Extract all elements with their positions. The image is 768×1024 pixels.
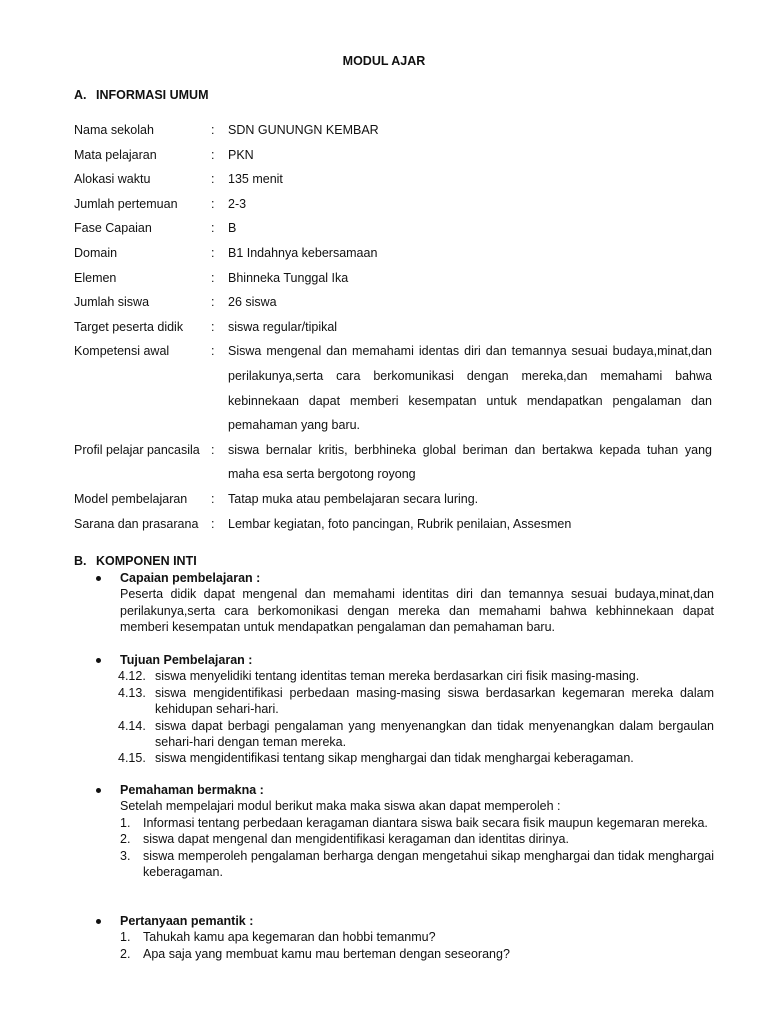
tujuan-block — [74, 652, 714, 767]
info-label: Alokasi waktu — [74, 172, 151, 187]
bullet-icon — [96, 919, 101, 924]
info-value: PKN — [228, 147, 254, 162]
list-text: siswa memperoleh pengalaman berharga dengan mengetahui sikap menghargai dan tidak menghargai keberagaman. — [143, 848, 714, 880]
info-colon: : — [211, 319, 215, 334]
section-b-letter: B. — [74, 554, 87, 568]
info-row — [74, 143, 714, 168]
info-value: 135 menit — [228, 172, 283, 187]
capaian-text: Peserta didik dapat mengenal dan memahami identitas diri dan temannya sesuai budaya,minat,dan perilakunya,serta cara berkomonikasi dengan mereka dan memahami bahwa kebhinnekaan dapat memberi kesempatan untuk mendapatkan pengalaman dan pemahaman baru. — [120, 587, 714, 635]
list-number: 1. — [120, 930, 131, 945]
bullet-icon — [96, 576, 101, 581]
info-label: Model pembelajaran — [74, 491, 188, 506]
info-label: Jumlah pertemuan — [74, 196, 178, 211]
info-colon: : — [211, 344, 215, 359]
list-number: 4.13. — [118, 685, 146, 700]
list-item — [74, 718, 714, 751]
pemahaman-title: Pemahaman bermakna : — [120, 783, 264, 797]
info-value: 26 siswa — [228, 295, 277, 310]
info-row — [74, 118, 714, 143]
list-text: Tahukah kamu apa kegemaran dan hobbi temanmu? — [143, 930, 436, 945]
info-value: 2-3 — [228, 196, 247, 211]
info-row — [74, 512, 714, 537]
info-value: B — [228, 221, 237, 236]
list-item — [74, 750, 714, 766]
info-value: Lembar kegiatan, foto pancingan, Rubrik penilaian, Assesmen — [228, 516, 572, 531]
info-label: Fase Capaian — [74, 221, 152, 236]
list-text: siswa dapat mengenal dan mengidentifikasi keragaman dan identitas dirinya. — [143, 832, 569, 847]
list-item — [74, 929, 714, 945]
info-colon: : — [211, 295, 215, 310]
tujuan-list — [74, 668, 714, 766]
info-label: Elemen — [74, 270, 117, 285]
section-a-heading — [74, 88, 209, 102]
list-number: 4.12. — [118, 669, 146, 684]
info-colon: : — [211, 221, 215, 236]
list-text: Apa saja yang membuat kamu mau berteman dengan seseorang? — [143, 946, 510, 961]
section-b-title: KOMPONEN INTI — [96, 554, 197, 568]
info-row — [74, 487, 714, 512]
info-label: Sarana dan prasarana — [74, 516, 199, 531]
info-row — [74, 192, 714, 217]
info-colon: : — [211, 270, 215, 285]
info-row — [74, 339, 714, 437]
info-colon: : — [211, 172, 215, 187]
list-item — [74, 685, 714, 718]
pertanyaan-title: Pertanyaan pemantik : — [120, 914, 254, 928]
list-text: siswa mengidentifikasi perbedaan masing-masing siswa berdasarkan kegemaran mereka dalam kehidupan sehari-hari. — [155, 685, 714, 717]
info-row — [74, 241, 714, 266]
info-label: Kompetensi awal — [74, 344, 170, 359]
list-item — [74, 668, 714, 684]
capaian-title: Capaian pembelajaran : — [120, 571, 261, 585]
info-colon: : — [211, 147, 215, 162]
section-a-title: INFORMASI UMUM — [96, 88, 209, 102]
info-value: siswa bernalar kritis, berbhineka global beriman dan bertakwa kepada tuhan yang maha esa serta bergotong royong — [228, 442, 712, 482]
section-b-heading — [74, 554, 197, 568]
info-colon: : — [211, 196, 215, 211]
list-text: siswa menyelidiki tentang identitas teman mereka berdasarkan ciri fisik masing-masing. — [155, 669, 640, 684]
info-label: Nama sekolah — [74, 123, 154, 137]
pemahaman-list — [74, 815, 714, 881]
info-value: Tatap muka atau pembelajaran secara luring. — [228, 491, 479, 506]
info-label: Mata pelajaran — [74, 147, 157, 162]
list-item — [74, 946, 714, 962]
bullet-icon — [96, 788, 101, 793]
pertanyaan-list — [74, 929, 714, 962]
info-value: SDN GUNUNGN KEMBAR — [228, 123, 379, 137]
list-number: 3. — [120, 848, 131, 863]
tujuan-heading — [74, 652, 714, 668]
info-colon: : — [211, 245, 215, 260]
pertanyaan-block — [74, 913, 714, 962]
document-title: MODUL AJAR — [342, 54, 426, 68]
info-row — [74, 266, 714, 291]
info-label: Jumlah siswa — [74, 295, 150, 310]
info-label: Target peserta didik — [74, 319, 184, 334]
info-row — [74, 438, 714, 487]
capaian-heading — [74, 570, 714, 586]
list-text: siswa dapat berbagi pengalaman yang menyenangkan dan tidak menyenangkan dalam bergaulan sehari-hari dengan teman mereka. — [155, 718, 714, 750]
info-value: Bhinneka Tunggal Ika — [228, 270, 349, 285]
list-item — [74, 815, 714, 831]
list-text: siswa mengidentifikasi tentang sikap menghargai dan tidak menghargai keberagaman. — [155, 751, 634, 766]
list-item — [74, 848, 714, 881]
tujuan-title: Tujuan Pembelajaran : — [120, 653, 253, 667]
info-row — [74, 216, 714, 241]
info-colon: : — [211, 442, 215, 457]
section-a-letter: A. — [74, 88, 87, 102]
info-table — [74, 118, 714, 536]
list-item — [74, 831, 714, 847]
list-number: 2. — [120, 832, 131, 847]
pertanyaan-heading — [74, 913, 714, 929]
info-row — [74, 167, 714, 192]
info-colon: : — [211, 516, 215, 531]
bullet-icon — [96, 658, 101, 663]
info-label: Profil pelajar pancasila — [74, 442, 200, 457]
list-text: Informasi tentang perbedaan keragaman diantara siswa baik secara fisik maupun kegemaran mereka. — [143, 815, 708, 830]
info-value: Siswa mengenal dan memahami identas diri dan temannya sesuai budaya,minat,dan perilakunya,serta cara berkomunikasi dengan mereka,dan memahami bahwa kebinnekaan dapat memberi kesempatan untuk mendapatkan pengalaman dan pemahaman yang baru. — [228, 344, 712, 433]
info-value: siswa regular/tipikal — [228, 319, 338, 334]
info-colon: : — [211, 123, 215, 137]
capaian-block — [74, 570, 714, 636]
list-number: 1. — [120, 815, 131, 830]
info-row — [74, 315, 714, 340]
pemahaman-intro: Setelah mempelajari modul berikut maka maka siswa akan dapat memperoleh : — [120, 799, 561, 814]
info-value: B1 Indahnya kebersamaan — [228, 245, 378, 260]
pemahaman-block — [74, 782, 714, 880]
info-colon: : — [211, 491, 215, 506]
list-number: 4.15. — [118, 751, 146, 766]
info-row — [74, 290, 714, 315]
list-number: 2. — [120, 946, 131, 961]
pemahaman-heading — [74, 782, 714, 798]
info-label: Domain — [74, 245, 118, 260]
list-number: 4.14. — [118, 718, 146, 733]
